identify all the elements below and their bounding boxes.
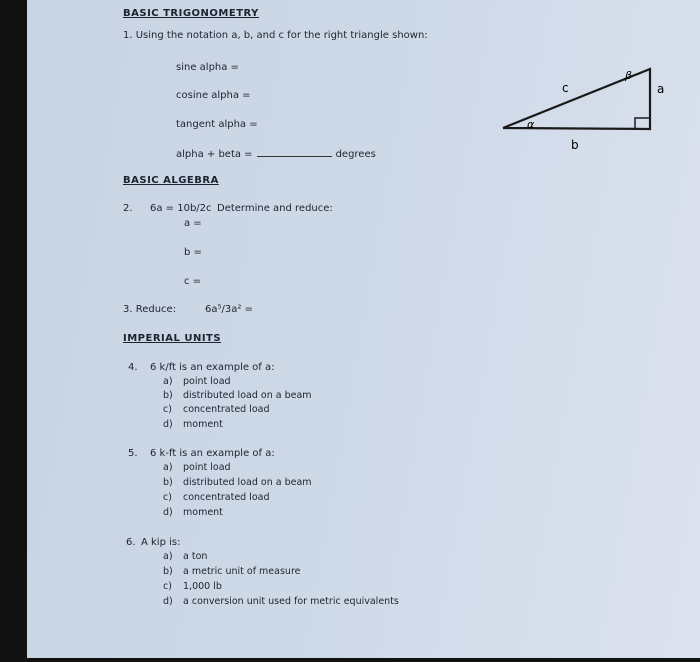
q3-label: 3. Reduce: <box>123 304 177 315</box>
option-text: point load <box>183 376 231 387</box>
right-angle-mark <box>635 118 650 129</box>
option-text: distributed load on a beam <box>183 477 312 488</box>
option-letter: c) <box>163 581 172 592</box>
option-letter: d) <box>163 596 173 607</box>
q2-instruction: Determine and reduce: <box>217 203 333 214</box>
alpha-beta-label: alpha + beta = <box>176 149 253 160</box>
question-1: 1. Using the notation a, b, and c for the right triangle shown: <box>123 30 428 41</box>
option-text: point load <box>183 462 231 473</box>
option-letter: d) <box>163 507 173 518</box>
option-text: a conversion unit used for metric equivalents <box>183 596 399 607</box>
worksheet-page <box>27 0 700 658</box>
tangent-alpha: tangent alpha = <box>176 119 258 130</box>
label-c: c <box>562 81 569 95</box>
option-text: concentrated load <box>183 492 270 503</box>
option-text: concentrated load <box>183 404 270 415</box>
option-letter: a) <box>163 551 173 562</box>
solve-a: a = <box>184 218 202 229</box>
q5-text: 6 k-ft is an example of a: <box>150 448 275 459</box>
q5-option-b[interactable] <box>163 477 312 488</box>
answer-blank[interactable] <box>257 147 332 157</box>
option-text: moment <box>183 419 223 430</box>
option-text: distributed load on a beam <box>183 390 312 401</box>
q6-option-c[interactable] <box>163 581 222 592</box>
q6-number: 6. <box>126 537 136 548</box>
q2-equation: 6a = 10b/2c <box>150 203 212 214</box>
option-text: 1,000 lb <box>183 581 222 592</box>
q4-option-b[interactable] <box>163 390 312 401</box>
trig-heading: BASIC TRIGONOMETRY <box>123 8 259 19</box>
cosine-alpha: cosine alpha = <box>176 90 251 101</box>
q6-option-b[interactable] <box>163 566 301 577</box>
degrees-label: degrees <box>335 149 376 160</box>
sine-alpha: sine alpha = <box>176 62 239 73</box>
imperial-heading: IMPERIAL UNITS <box>123 333 222 344</box>
option-letter: a) <box>163 376 173 387</box>
q6-option-a[interactable] <box>163 551 207 562</box>
option-letter: a) <box>163 462 173 473</box>
option-letter: c) <box>163 492 172 503</box>
label-b: b <box>571 138 579 152</box>
q5-option-c[interactable] <box>163 492 270 503</box>
q6-text: A kip is: <box>141 537 181 548</box>
q2-number: 2. <box>123 203 133 214</box>
q5-number: 5. <box>128 448 138 459</box>
option-letter: b) <box>163 477 173 488</box>
q5-option-d[interactable] <box>163 507 223 518</box>
algebra-heading: BASIC ALGEBRA <box>123 175 219 186</box>
label-a: a <box>657 82 665 96</box>
label-alpha: α <box>527 118 535 131</box>
q6-option-d[interactable] <box>163 596 399 607</box>
q4-option-d[interactable] <box>163 419 223 430</box>
option-letter: d) <box>163 419 173 430</box>
option-letter: b) <box>163 566 173 577</box>
label-beta: β <box>625 69 633 82</box>
q4-option-a[interactable] <box>163 376 231 387</box>
option-letter: b) <box>163 390 173 401</box>
q4-text: 6 k/ft is an example of a: <box>150 362 275 373</box>
q4-number: 4. <box>128 362 138 373</box>
solve-c: c = <box>184 276 202 287</box>
q4-option-c[interactable] <box>163 404 270 415</box>
alpha-beta-line <box>176 147 376 160</box>
solve-b: b = <box>184 247 202 258</box>
option-text: a ton <box>183 551 208 562</box>
q3-expression: 6a⁵/3a² = <box>205 304 253 315</box>
q5-option-a[interactable] <box>163 462 231 473</box>
option-letter: c) <box>163 404 172 415</box>
option-text: a metric unit of measure <box>183 566 301 577</box>
right-triangle-diagram <box>467 55 697 165</box>
option-text: moment <box>183 507 223 518</box>
